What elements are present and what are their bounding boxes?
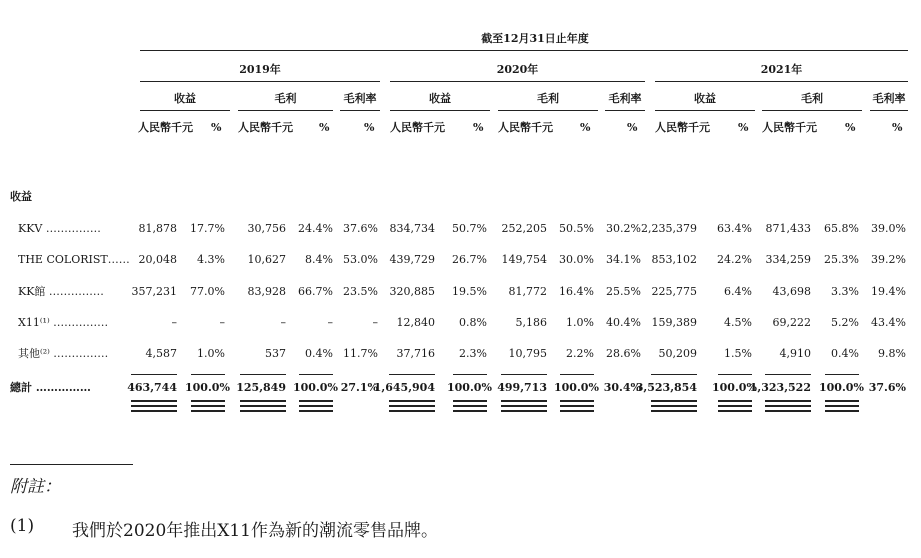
year-2020: 2020年 [496,63,539,76]
year-rule-2021 [655,81,908,82]
unit-label: 人民幣千元 [138,121,193,134]
table-cell: 66.7% [298,285,333,298]
total-double-rule [191,410,225,412]
total-cell: 27.1% [340,381,378,394]
total-double-rule [299,400,333,402]
group-margin-2021: 毛利率 [872,92,906,105]
total-cell: 463,744 [127,381,177,394]
unit-label: % [319,121,330,134]
table-cell: 26.7% [452,253,487,266]
group-margin-2020: 毛利率 [608,92,642,105]
table-cell: 39.2% [871,253,906,266]
total-cell: 3,523,854 [635,381,697,394]
table-cell: 3.3% [831,285,859,298]
row-label: KKV …………… [18,222,101,235]
table-cell: – [171,316,177,329]
group-rule [605,110,645,111]
total-double-rule [765,400,811,402]
period-rule [140,50,908,51]
table-cell: 8.4% [305,253,333,266]
subtotal-rule [651,374,697,375]
total-double-rule [299,410,333,412]
year-rule-2020 [390,81,645,82]
total-double-rule [651,400,697,402]
row-label: THE COLORIST…… [18,253,130,266]
total-label: 總計 …………… [10,381,91,394]
total-cell: 100.0% [447,381,492,394]
total-double-rule [718,405,752,407]
table-cell: 81,878 [138,222,177,235]
table-cell: 4.5% [724,316,752,329]
total-double-rule [718,400,752,402]
table-cell: 853,102 [651,253,697,266]
table-cell: 63.4% [717,222,752,235]
table-cell: 149,754 [501,253,547,266]
table-cell: 439,729 [389,253,435,266]
total-cell: 100.0% [185,381,230,394]
total-double-rule [765,410,811,412]
total-double-rule [131,400,177,402]
total-cell: 37.6% [868,381,906,394]
table-cell: 39.0% [871,222,906,235]
group-gross-profit-2021: 毛利 [801,92,823,105]
notes-rule [10,464,133,465]
total-double-rule [651,405,697,407]
group-gross-profit-2019: 毛利 [274,92,297,105]
table-cell: 17.7% [190,222,225,235]
year-2021: 2021年 [760,63,803,76]
subtotal-rule [131,374,177,375]
total-double-rule [240,410,286,412]
table-cell: 24.4% [298,222,333,235]
table-cell: 65.8% [824,222,859,235]
table-cell: 320,885 [389,285,435,298]
table-cell: 5,186 [515,316,547,329]
group-rule [390,110,490,111]
table-cell: 40.4% [606,316,641,329]
unit-label: % [892,121,903,134]
total-cell: 1,645,904 [373,381,435,394]
table-cell: – [219,316,225,329]
table-cell: 871,433 [765,222,811,235]
table-cell: 77.0% [190,285,225,298]
table-cell: 50.5% [559,222,594,235]
subtotal-rule [240,374,286,375]
total-double-rule [240,400,286,402]
table-cell: 1.0% [197,347,225,360]
table-cell: 5.2% [831,316,859,329]
table-cell: 24.2% [717,253,752,266]
total-cell: 499,713 [497,381,547,394]
group-rule [762,110,862,111]
note-text: 我們於2020年推出X11作為新的潮流零售品牌。 [72,521,438,541]
total-double-rule [299,405,333,407]
table-cell: 43.4% [871,316,906,329]
total-double-rule [131,405,177,407]
table-cell: 20,048 [138,253,177,266]
period-header: 截至12月31日止年度 [481,32,589,45]
group-revenue-2021: 收益 [694,92,716,105]
subtotal-rule [560,374,594,375]
unit-label: 人民幣千元 [655,121,710,134]
total-double-rule [389,405,435,407]
total-double-rule [825,410,859,412]
total-double-rule [453,400,487,402]
table-cell: 834,734 [389,222,435,235]
total-double-rule [718,410,752,412]
total-double-rule [825,405,859,407]
unit-label: % [627,121,638,134]
subtotal-rule [825,374,859,375]
row-label: KK館 …………… [18,285,104,298]
unit-label: % [845,121,856,134]
table-cell: 2,235,379 [641,222,697,235]
total-double-rule [131,410,177,412]
table-cell: 4,910 [779,347,811,360]
table-cell: 12,840 [396,316,435,329]
group-rule [870,110,908,111]
total-double-rule [191,400,225,402]
year-2019: 2019年 [239,63,281,76]
total-double-rule [560,405,594,407]
unit-label: % [473,121,484,134]
total-double-rule [560,410,594,412]
total-double-rule [501,410,547,412]
table-cell: 37,716 [396,347,435,360]
total-double-rule [651,410,697,412]
table-cell: 6.4% [724,285,752,298]
table-cell: 10,795 [508,347,547,360]
subtotal-rule [191,374,225,375]
total-double-rule [501,400,547,402]
total-cell: 30.4% [603,381,641,394]
group-rule [498,110,598,111]
table-cell: – [280,316,286,329]
table-cell: 1.5% [724,347,752,360]
table-cell: 69,222 [772,316,811,329]
total-double-rule [389,410,435,412]
table-cell: 334,259 [765,253,811,266]
table-cell: – [327,316,333,329]
group-rule [655,110,755,111]
table-cell: 9.8% [878,347,906,360]
table-cell: 37.6% [343,222,378,235]
total-cell: 100.0% [819,381,864,394]
table-cell: 81,772 [508,285,547,298]
total-double-rule [389,400,435,402]
table-cell: 53.0% [343,253,378,266]
notes-title: 附註： [10,477,61,497]
subtotal-rule [389,374,435,375]
group-revenue-2019: 收益 [174,92,196,105]
group-revenue-2020: 收益 [429,92,451,105]
row-label: X11⁽¹⁾ …………… [18,316,109,329]
total-cell: 125,849 [236,381,286,394]
total-cell: 100.0% [293,381,338,394]
table-cell: 83,928 [247,285,286,298]
group-rule [340,110,380,111]
total-double-rule [560,400,594,402]
total-double-rule [191,405,225,407]
table-cell: 11.7% [343,347,378,360]
unit-label: 人民幣千元 [762,121,817,134]
total-double-rule [825,400,859,402]
table-cell: 2.2% [566,347,594,360]
table-cell: 252,205 [501,222,547,235]
group-margin-2019: 毛利率 [343,92,377,105]
group-gross-profit-2020: 毛利 [537,92,559,105]
total-double-rule [501,405,547,407]
group-rule [238,110,333,111]
group-rule [140,110,230,111]
table-cell: 225,775 [651,285,697,298]
total-cell: 100.0% [554,381,599,394]
table-cell: 50.7% [452,222,487,235]
table-cell: 1.0% [566,316,594,329]
table-cell: 30,756 [247,222,286,235]
total-cell: 1,323,522 [749,381,811,394]
table-cell: 2.3% [459,347,487,360]
subtotal-rule [765,374,811,375]
table-cell: 19.5% [452,285,487,298]
table-cell: – [372,316,378,329]
table-cell: 25.3% [824,253,859,266]
table-cell: 34.1% [606,253,641,266]
table-cell: 4,587 [145,347,177,360]
unit-label: 人民幣千元 [238,121,293,134]
total-double-rule [240,405,286,407]
unit-label: % [211,121,222,134]
table-cell: 159,389 [651,316,697,329]
subtotal-rule [501,374,547,375]
row-label: 其他⁽²⁾ …………… [18,347,109,360]
subtotal-rule [718,374,752,375]
table-cell: 19.4% [871,285,906,298]
unit-label: % [364,121,375,134]
unit-label: % [738,121,749,134]
table-cell: 537 [265,347,286,360]
total-double-rule [765,405,811,407]
table-cell: 0.4% [305,347,333,360]
total-double-rule [453,410,487,412]
total-double-rule [453,405,487,407]
table-cell: 16.4% [559,285,594,298]
table-cell: 43,698 [772,285,811,298]
table-cell: 25.5% [606,285,641,298]
table-cell: 0.8% [459,316,487,329]
note-number: (1) [10,516,35,536]
subtotal-rule [453,374,487,375]
table-cell: 30.0% [559,253,594,266]
total-cell: 100.0% [712,381,757,394]
table-cell: 50,209 [658,347,697,360]
table-cell: 357,231 [131,285,177,298]
section-label-revenue: 收益 [10,190,32,203]
table-cell: 10,627 [247,253,286,266]
subtotal-rule [299,374,333,375]
unit-label: 人民幣千元 [390,121,445,134]
unit-label: 人民幣千元 [498,121,553,134]
unit-label: % [580,121,591,134]
table-cell: 23.5% [343,285,378,298]
table-cell: 30.2% [606,222,641,235]
table-cell: 4.3% [197,253,225,266]
table-cell: 0.4% [831,347,859,360]
year-rule-2019 [140,81,380,82]
table-cell: 28.6% [606,347,641,360]
